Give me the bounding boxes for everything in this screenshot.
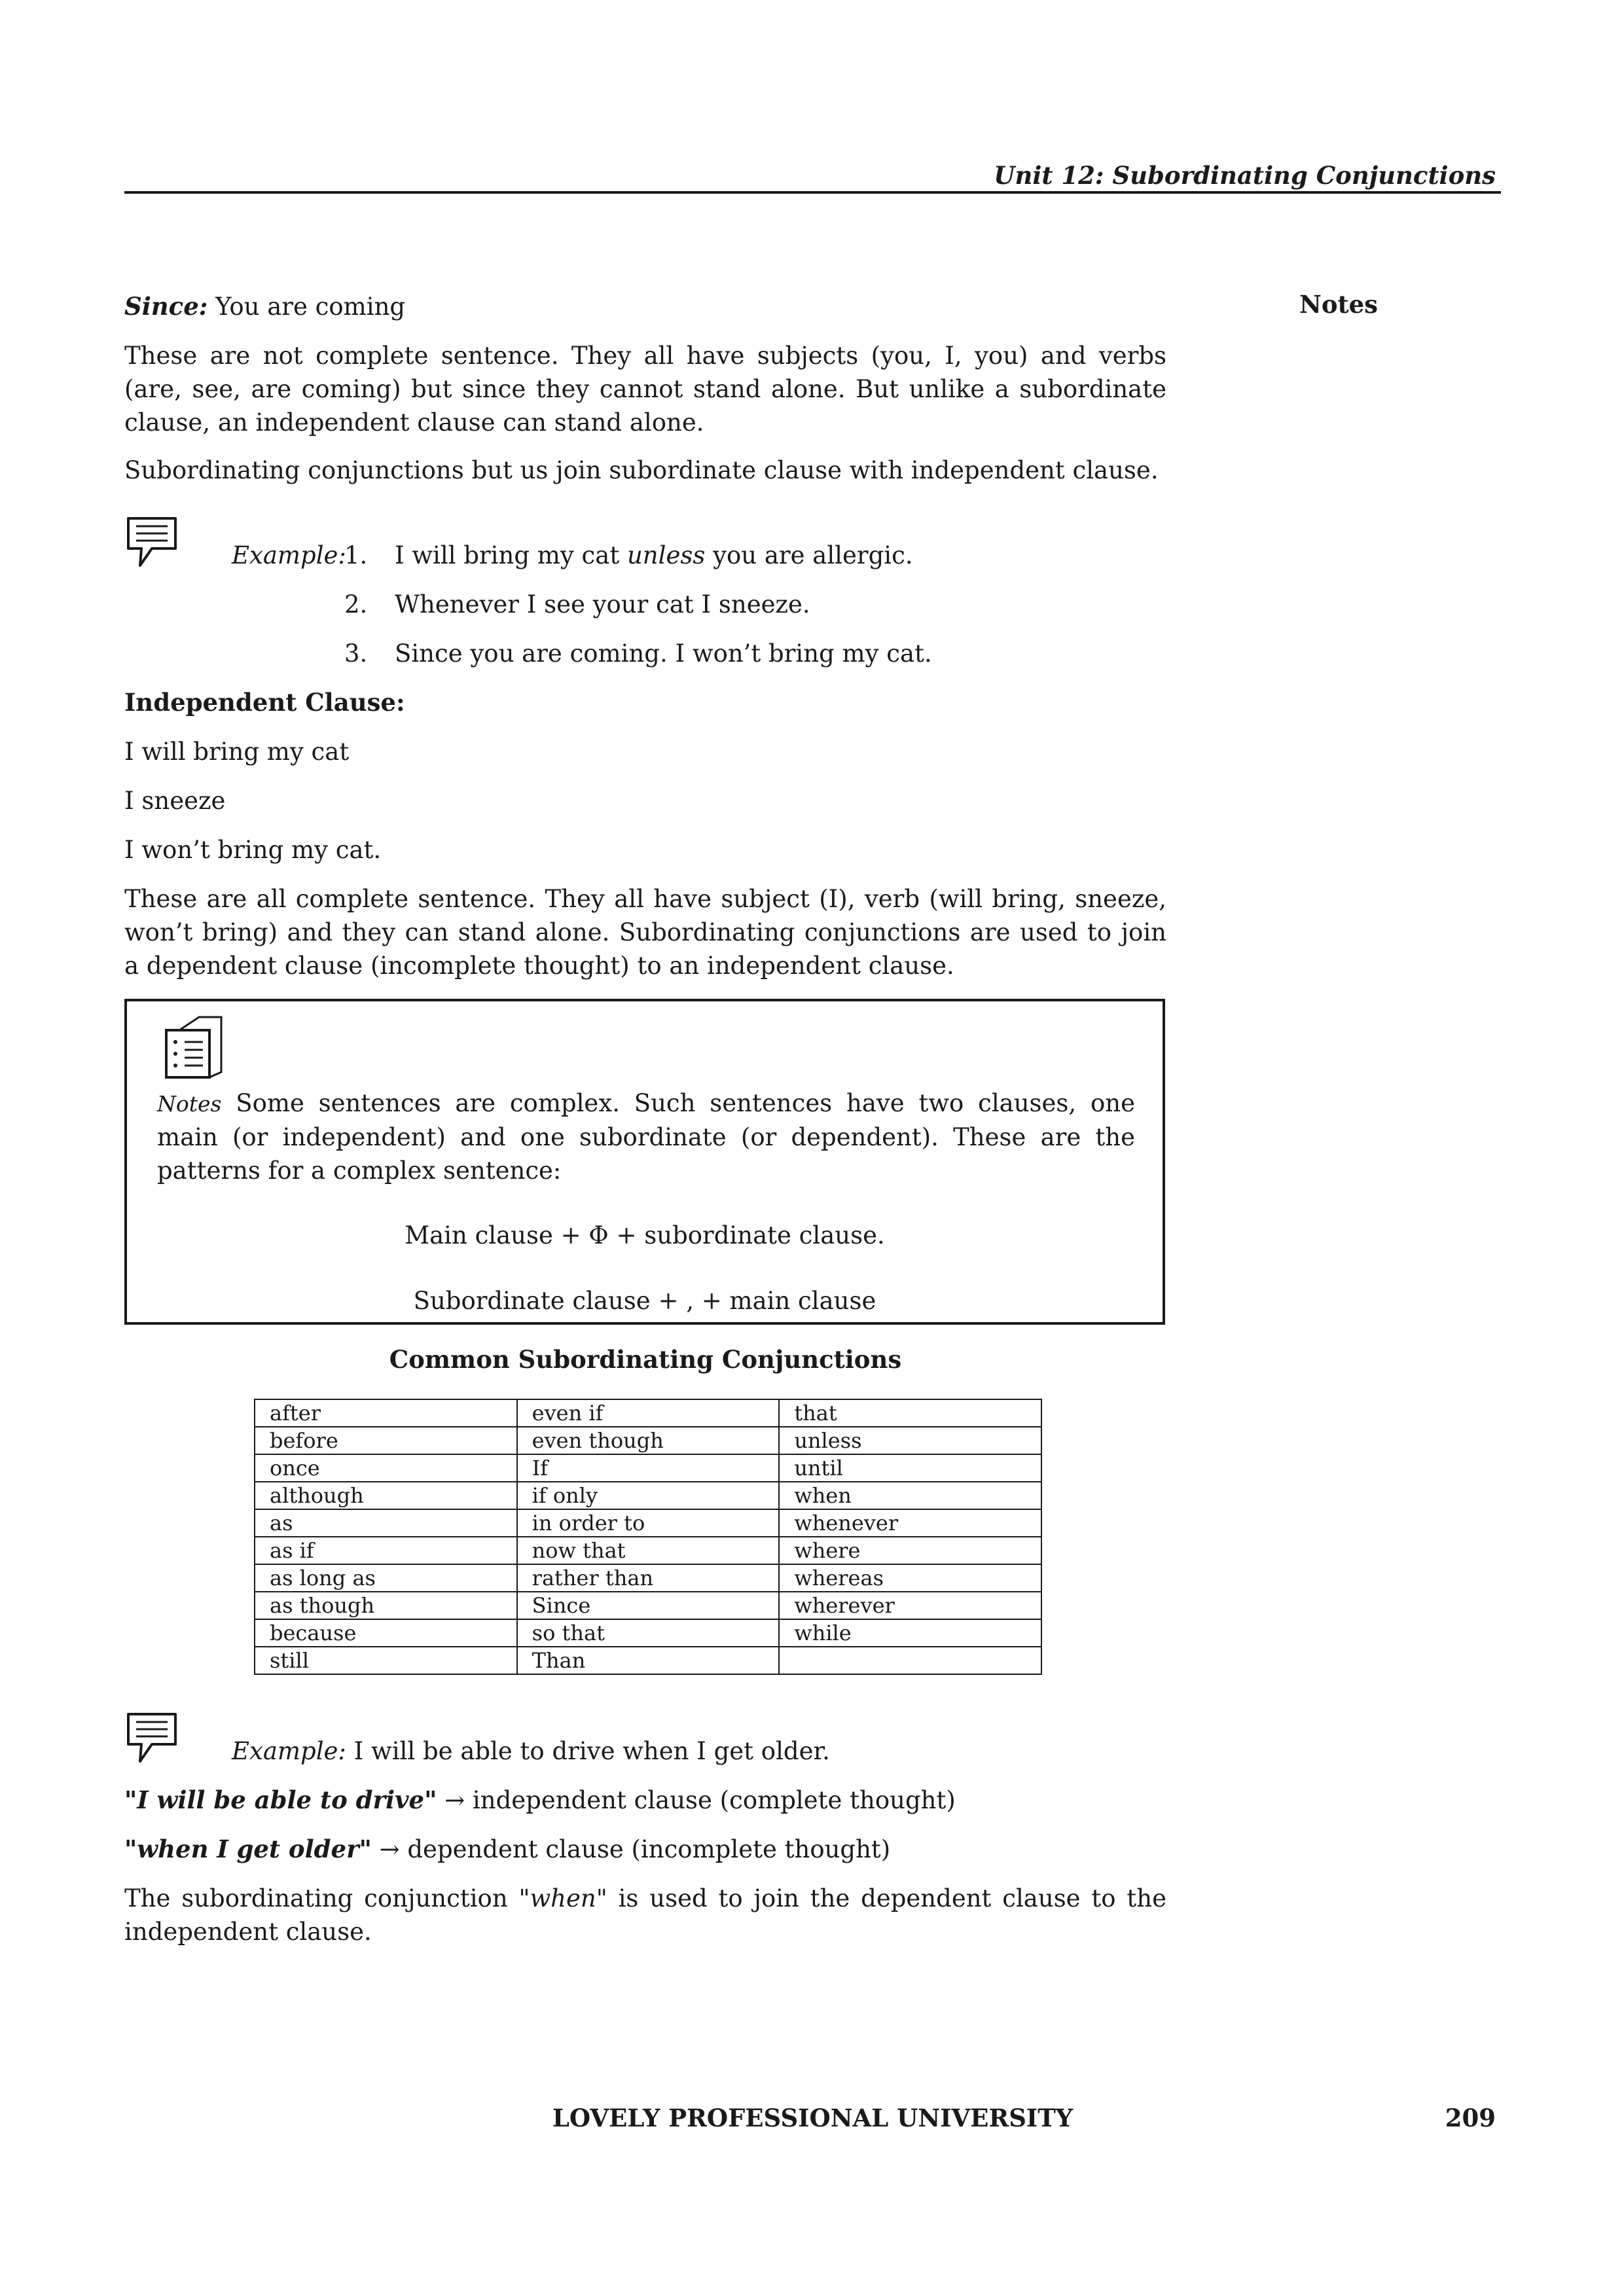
independent-paragraph: These are all complete sentence. They all have subject (I), verb (will bring, sneeze, won’t bring) and they can stand alone. Subordinating conjunctions are used to join a dependent clause (incomplete thought) to an independent clause.: [124, 885, 1166, 980]
example-item-number: 2.: [344, 590, 368, 619]
notes-text: Some sentences are complex. Such sentences have two clauses, one main (or independent) and one subordinate (or dependent). These are the patterns for a complex sentence:: [157, 1089, 1135, 1185]
table-cell: as: [255, 1509, 517, 1537]
table-row: [255, 1399, 1041, 1427]
independent-explanation: [124, 1784, 1166, 1817]
table-cell: as if: [255, 1537, 517, 1564]
notes-icon: [160, 1014, 225, 1080]
unit-title: Unit 12: Subordinating Conjunctions: [994, 161, 1496, 190]
intro-paragraph-1: These are not complete sentence. They all have subjects (you, I, you) and verbs (are, see, are coming) but since they cannot stand alone. But unlike a subordinate clause, an independent clause can stand alone.: [124, 342, 1166, 437]
since-line: [124, 290, 1166, 323]
table-cell: while: [779, 1619, 1041, 1647]
example-item-number: 1.: [344, 541, 368, 569]
table-cell: so that: [517, 1619, 780, 1647]
example-2-text: I will be able to drive when I get older.: [346, 1737, 830, 1765]
example-item: [395, 539, 1167, 572]
table-cell: even if: [517, 1399, 780, 1427]
table-row: [255, 1537, 1041, 1564]
table-cell: where: [779, 1537, 1041, 1564]
table-cell: Since: [517, 1592, 780, 1619]
conjunctions-table: [254, 1399, 1042, 1675]
header-rule: [124, 191, 1501, 194]
intro-paragraph-2: Subordinating conjunctions but us join subordinate clause with independent clause.: [124, 456, 1159, 484]
example-icon: [126, 516, 178, 569]
table-row: [255, 1647, 1041, 1674]
table-cell: once: [255, 1454, 517, 1482]
table-cell: because: [255, 1619, 517, 1647]
margin-notes-label: Notes: [1299, 290, 1378, 319]
unless-emphasis: unless: [626, 541, 706, 569]
notes-paragraph: [157, 1086, 1135, 1187]
table-cell: in order to: [517, 1509, 780, 1537]
table-cell: before: [255, 1427, 517, 1454]
table-caption: Common Subordinating Conjunctions: [389, 1345, 902, 1374]
table-row: [255, 1454, 1041, 1482]
table-row: [255, 1564, 1041, 1592]
table-cell: wherever: [779, 1592, 1041, 1619]
table-cell: if only: [517, 1482, 780, 1509]
table-cell: that: [779, 1399, 1041, 1427]
since-label: Since:: [124, 292, 208, 321]
table-cell: when: [779, 1482, 1041, 1509]
example-item-number: 3.: [344, 639, 368, 668]
independent-quote: "I will be able to drive": [124, 1785, 437, 1814]
table-cell: rather than: [517, 1564, 780, 1592]
table-cell: unless: [779, 1427, 1041, 1454]
table-row: [255, 1482, 1041, 1509]
example-item-text: you are allergic.: [705, 541, 913, 569]
dependent-explanation-text: → dependent clause (incomplete thought): [371, 1835, 891, 1863]
table-cell: even though: [517, 1427, 780, 1454]
dependent-explanation: [124, 1833, 1166, 1866]
table-cell: If: [517, 1454, 780, 1482]
example-label: Example:: [232, 1737, 346, 1765]
table-cell: now that: [517, 1537, 780, 1564]
example-item: Whenever I see your cat I sneeze.: [395, 590, 810, 619]
table-cell: whenever: [779, 1509, 1041, 1537]
independent-explanation-text: → independent clause (complete thought): [437, 1786, 956, 1814]
table-cell: until: [779, 1454, 1041, 1482]
example-label: Example:: [232, 541, 346, 569]
when-emphasis: when: [530, 1884, 596, 1912]
notes-label: Notes: [157, 1091, 222, 1117]
table-row: [255, 1592, 1041, 1619]
footer-university: LOVELY PROFESSIONAL UNIVERSITY: [552, 2104, 1074, 2132]
table-cell: whereas: [779, 1564, 1041, 1592]
table-cell: after: [255, 1399, 517, 1427]
table-cell: [779, 1647, 1041, 1674]
page-number: 209: [1445, 2104, 1496, 2132]
table-row: [255, 1427, 1041, 1454]
example-item: Since you are coming. I won’t bring my cat.: [395, 639, 932, 668]
final-paragraph: [124, 1882, 1166, 1948]
independent-line: I sneeze: [124, 787, 226, 815]
table-row: [255, 1619, 1041, 1647]
table-row: [255, 1509, 1041, 1537]
table-cell: still: [255, 1647, 517, 1674]
since-text: You are coming: [208, 293, 406, 321]
independent-line: I will bring my cat: [124, 738, 350, 766]
table-cell: as long as: [255, 1564, 517, 1592]
dependent-quote: "when I get older": [124, 1835, 372, 1863]
notes-box: [124, 999, 1165, 1325]
independent-line: I won’t bring my cat.: [124, 836, 382, 864]
example-icon: [126, 1712, 178, 1765]
example-2-line: [232, 1734, 1168, 1768]
example-item-text: I will bring my cat: [395, 541, 627, 569]
independent-clause-heading: Independent Clause:: [124, 688, 405, 717]
pattern-main-first: Main clause + Φ + subordinate clause.: [405, 1221, 885, 1249]
final-paragraph-text: The subordinating conjunction ": [124, 1884, 530, 1912]
table-cell: Than: [517, 1647, 780, 1674]
final-paragraph-text: " is used to join the dependent clause to the independent clause.: [124, 1884, 1166, 1946]
table-cell: as though: [255, 1592, 517, 1619]
table-cell: although: [255, 1482, 517, 1509]
pattern-subordinate-first: Subordinate clause + , + main clause: [413, 1287, 876, 1315]
